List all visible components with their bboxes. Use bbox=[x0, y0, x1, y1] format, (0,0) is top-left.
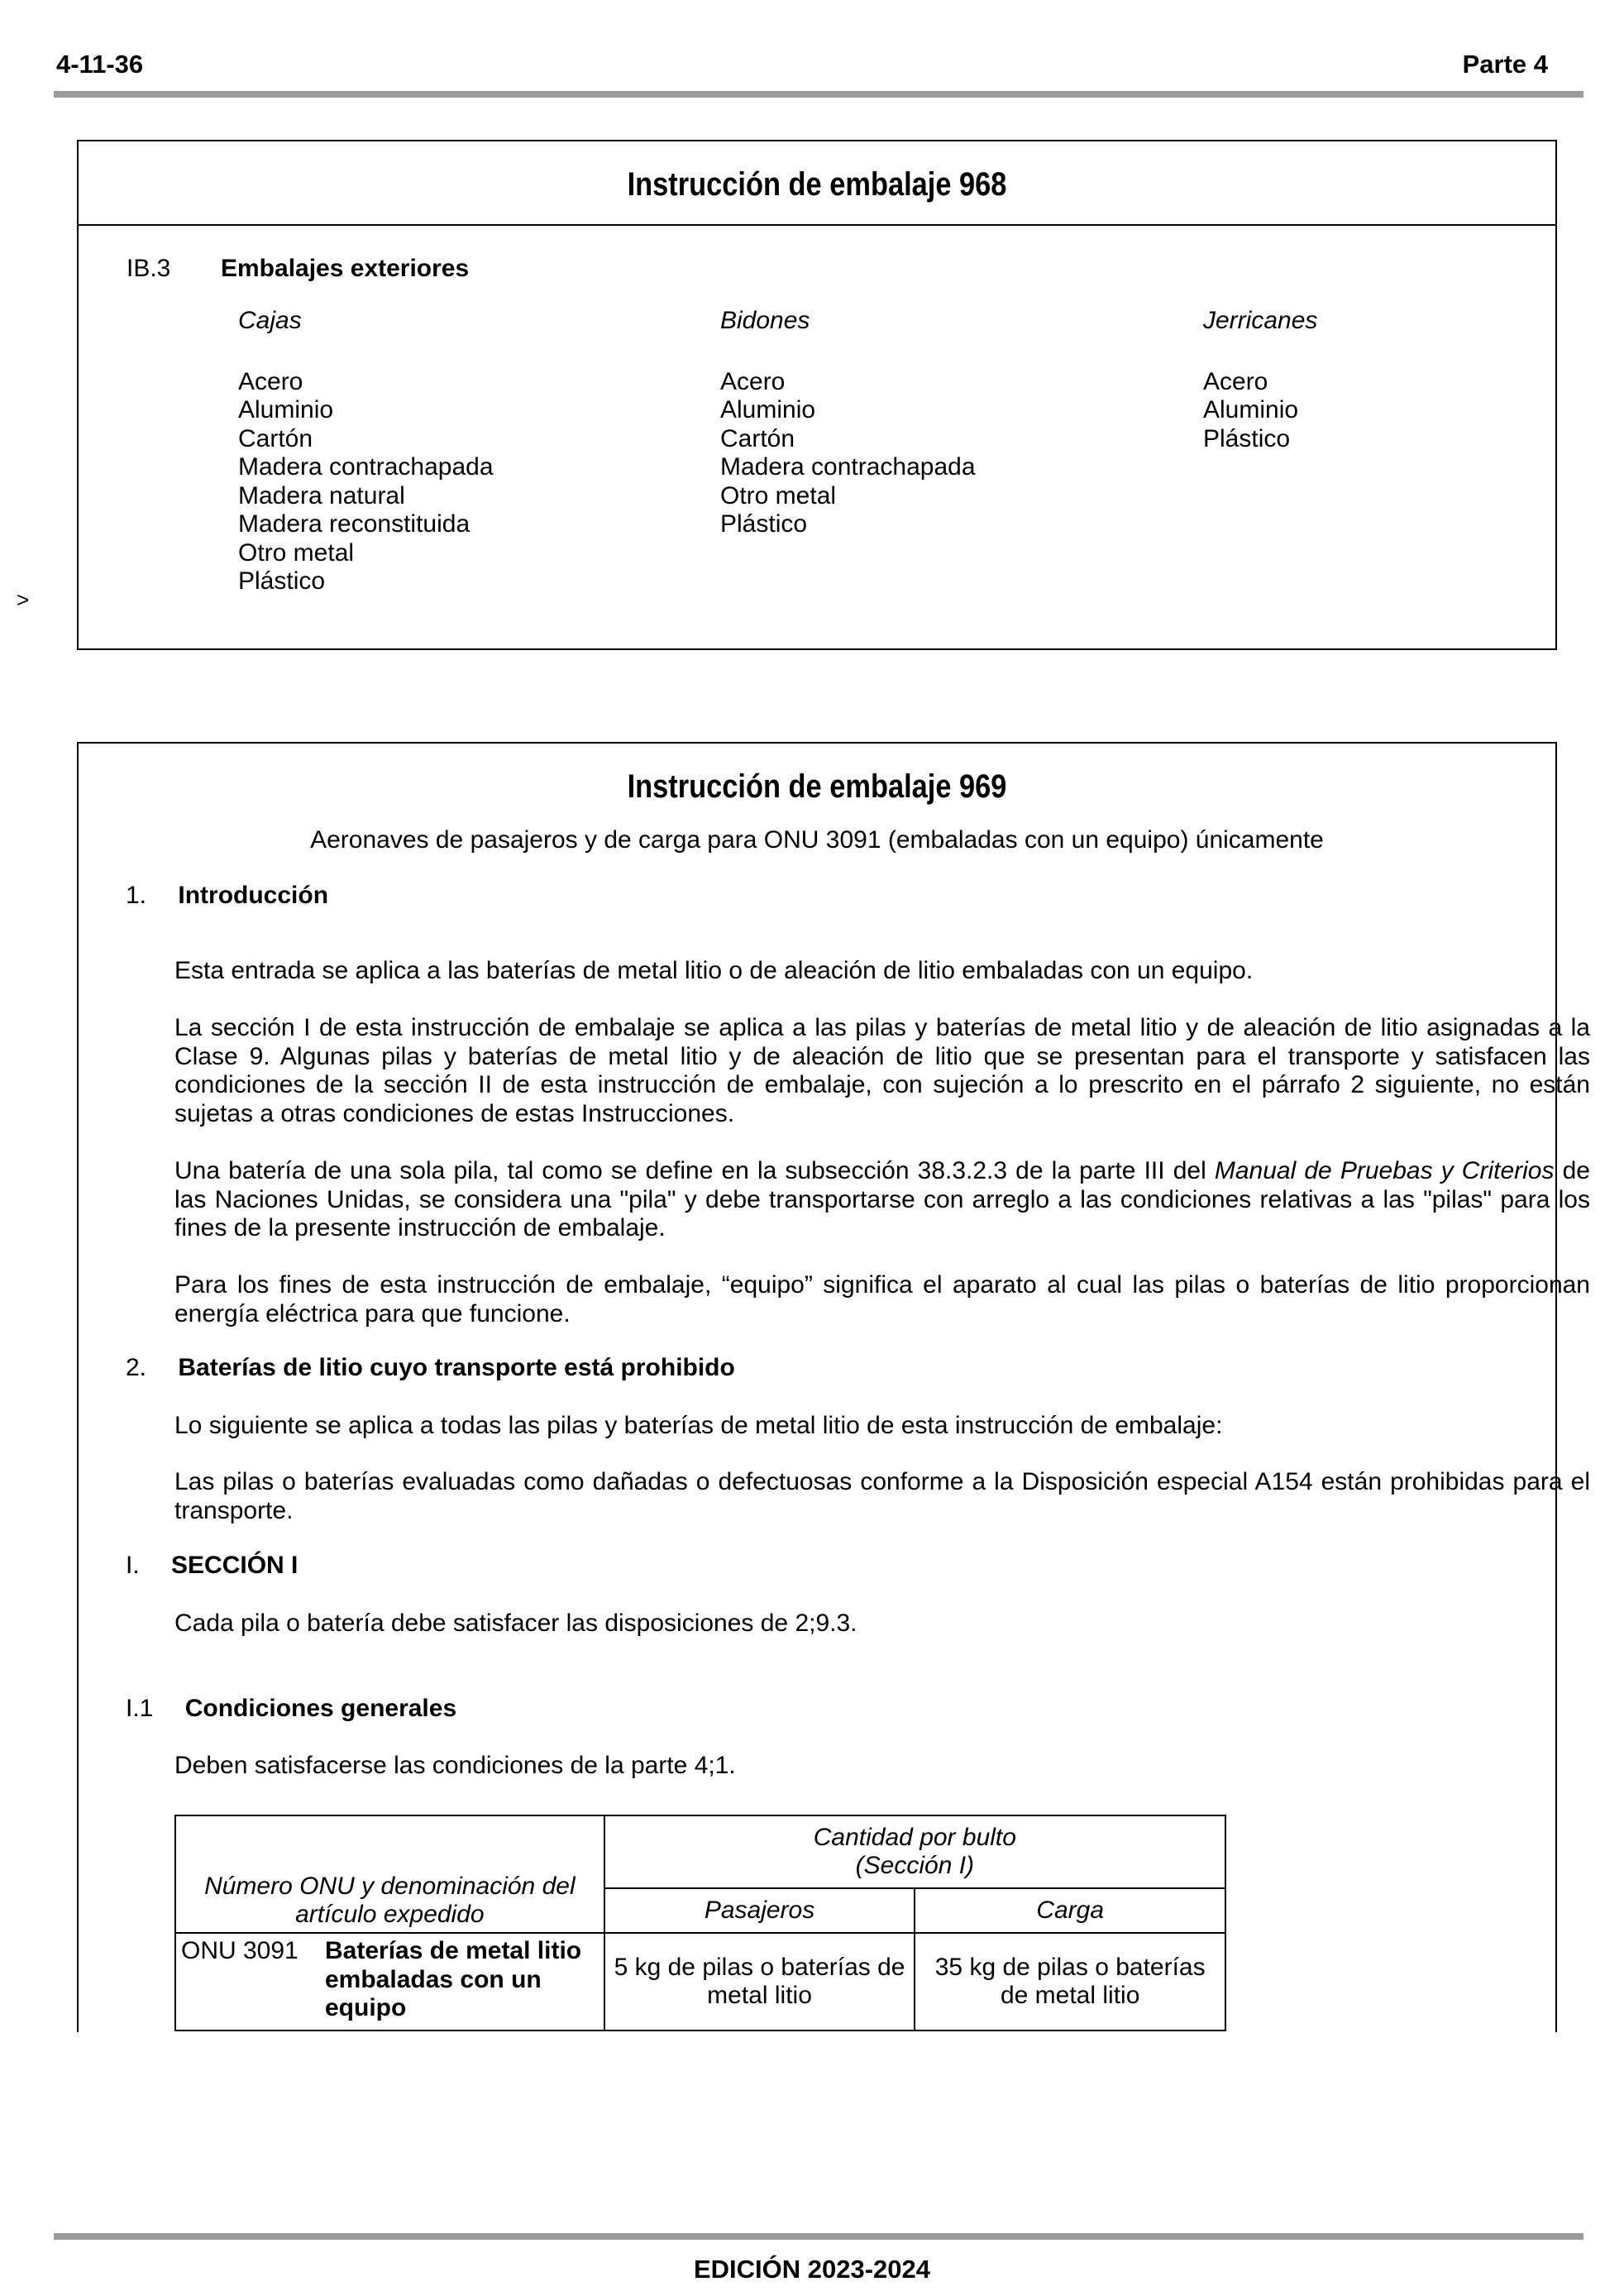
section-title: SECCIÓN I bbox=[171, 1552, 299, 1579]
header-cell-passengers: Pasajeros bbox=[604, 1888, 915, 1933]
table-row bbox=[175, 1933, 1225, 2031]
list-item: Aluminio bbox=[238, 396, 334, 423]
list-item: Acero bbox=[238, 367, 303, 395]
pi969-subtitle: Aeronaves de pasajeros y de carga para ONU 3091 (embaladas con un equipo) únicamente bbox=[310, 826, 1324, 854]
manual-title: Manual de Pruebas y Criterios bbox=[1214, 1157, 1555, 1184]
list-item: Aluminio bbox=[1203, 396, 1299, 423]
quantity-subheading: (Sección I) bbox=[855, 1852, 975, 1879]
list-item: Otro metal bbox=[238, 538, 355, 567]
pi969-box bbox=[77, 742, 1590, 2032]
column-heading: Cajas bbox=[238, 307, 302, 334]
paragraph-part: Una batería de una sola pila, tal como se define en la subsección 38.3.2.3 de la parte III del bbox=[174, 1157, 1215, 1184]
list-item: Plástico bbox=[238, 567, 326, 595]
list-item: Plástico bbox=[1203, 424, 1291, 452]
list-item: Aluminio bbox=[720, 396, 816, 423]
proper-shipping-name: Baterías de metal litio embaladas con un equipo bbox=[325, 1937, 582, 2021]
header-cell-un: Número ONU y denominación del artículo expedido bbox=[175, 1815, 604, 1933]
paragraph: Esta entrada se aplica a las baterías de metal litio o de aleación de litio embaladas con un equipo. bbox=[174, 957, 1254, 984]
section-1-heading bbox=[126, 882, 328, 910]
column-bidones bbox=[720, 307, 976, 539]
list-item: Acero bbox=[720, 367, 786, 395]
list-item: Plástico bbox=[720, 510, 808, 538]
footer-rule bbox=[54, 2233, 1583, 2240]
section-number: 2. bbox=[126, 1354, 147, 1381]
quantity-table bbox=[174, 1815, 1226, 2031]
paragraph bbox=[174, 1157, 1590, 1243]
pi969-title: Instrucción de embalaje 969 bbox=[627, 768, 1007, 805]
change-mark: > bbox=[17, 587, 30, 612]
table-row bbox=[175, 1815, 1225, 1888]
section-I1-heading bbox=[126, 1695, 456, 1723]
pi968-title-rule bbox=[79, 224, 1555, 226]
paragraph: Cada pila o batería debe satisfacer las disposiciones de 2;9.3. bbox=[174, 1610, 857, 1637]
page-number: 4-11-36 bbox=[56, 50, 144, 79]
pi968-box bbox=[77, 140, 1557, 650]
header-rule bbox=[54, 91, 1583, 98]
list-item: Madera contrachapada bbox=[720, 453, 976, 481]
section-2-heading bbox=[126, 1354, 735, 1382]
cell-passengers-value: 5 kg de pilas o baterías de metal litio bbox=[604, 1933, 915, 2031]
section-number: I.1 bbox=[126, 1695, 154, 1722]
list-item: Madera natural bbox=[238, 481, 405, 509]
paragraph: Deben satisfacerse las condiciones de la parte 4;1. bbox=[174, 1752, 736, 1779]
list-item: Madera contrachapada bbox=[238, 453, 494, 481]
column-cajas bbox=[238, 307, 494, 596]
section-I-heading bbox=[126, 1552, 298, 1580]
list-item: Otro metal bbox=[720, 481, 837, 509]
header-cell-cargo: Carga bbox=[915, 1888, 1225, 1933]
list-item: Acero bbox=[1203, 367, 1268, 395]
part-label: Parte 4 bbox=[1462, 50, 1548, 79]
quantity-heading: Cantidad por bulto bbox=[813, 1824, 1016, 1851]
cell-un-entry bbox=[175, 1933, 604, 2031]
column-heading: Jerricanes bbox=[1203, 307, 1318, 334]
paragraph: La sección I de esta instrucción de embalaje se aplica a las pilas y baterías de metal litio y de aleación de litio asignadas a la Clase 9. Algunas pilas y baterías de metal litio y de aleación de litio que se presentan para el transporte y satisfacen las condiciones de la sección II de esta instrucción de embalaje, con sujeción a lo prescrito en el párrafo 2 siguiente, no están sujetas a otras condiciones de estas Instrucciones. bbox=[174, 1014, 1590, 1127]
column-jerricanes bbox=[1203, 307, 1317, 453]
header-cell-quantity bbox=[604, 1815, 1225, 1888]
column-heading: Bidones bbox=[720, 307, 810, 334]
un-number: ONU 3091 bbox=[181, 1937, 299, 1964]
list-item: Cartón bbox=[238, 424, 313, 452]
section-title: Introducción bbox=[178, 882, 329, 909]
paragraph: Lo siguiente se aplica a todas las pilas y baterías de metal litio de esta instrucción de embalaje: bbox=[174, 1412, 1223, 1439]
section-number: I. bbox=[126, 1552, 140, 1579]
section-number: IB.3 bbox=[127, 255, 171, 282]
paragraph-part: de las Naciones Unidas, se considera una "pila" y debe transportarse con arreglo a las condiciones relativas a las "pilas" para los fines de la presente instrucción de embalaje. bbox=[174, 1157, 1590, 1241]
section-title: Baterías de litio cuyo transporte está prohibido bbox=[178, 1354, 735, 1381]
cell-cargo-value: 35 kg de pilas o baterías de metal litio bbox=[915, 1933, 1225, 2031]
pi968-title: Instrucción de embalaje 968 bbox=[627, 166, 1007, 203]
section-title: Condiciones generales bbox=[184, 1695, 457, 1722]
un-entry bbox=[181, 1937, 599, 2023]
section-number: 1. bbox=[126, 882, 147, 909]
list-item: Madera reconstituida bbox=[238, 510, 470, 538]
paragraph: Las pilas o baterías evaluadas como dañadas o defectuosas conforme a la Disposición especial A154 están prohibidas para el transporte. bbox=[174, 1468, 1590, 1524]
list-item: Cartón bbox=[720, 424, 795, 452]
paragraph: Para los fines de esta instrucción de embalaje, “equipo” significa el aparato al cual las pilas o baterías de litio proporcionan energía eléctrica para que funcione. bbox=[174, 1271, 1590, 1327]
section-title: Embalajes exteriores bbox=[221, 255, 470, 282]
edition-label: EDICIÓN 2023-2024 bbox=[693, 2255, 931, 2284]
